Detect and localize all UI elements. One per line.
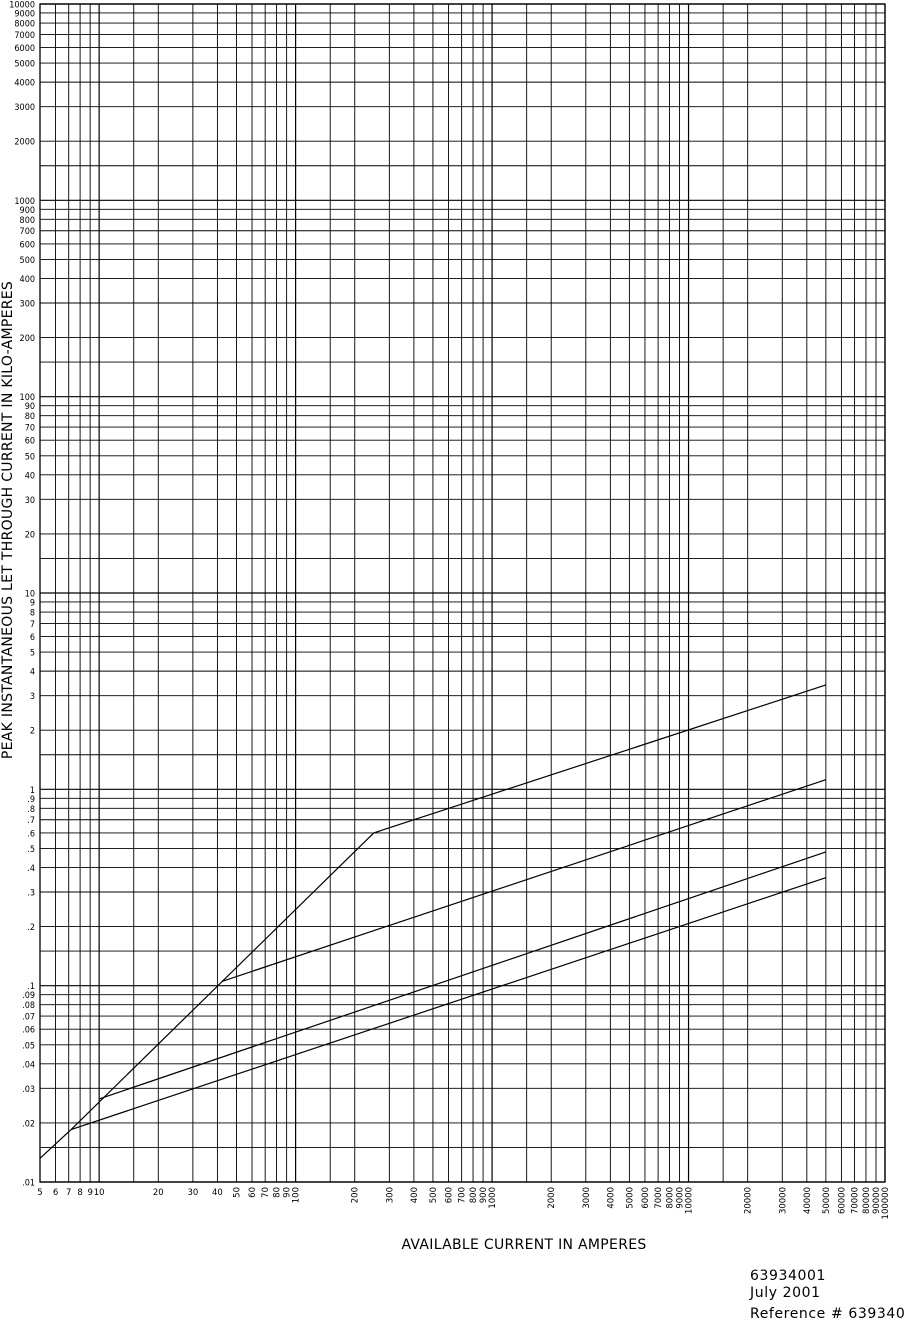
x-tick-label: 2000 (547, 1187, 558, 1209)
x-tick-label: 10 (93, 1188, 105, 1198)
y-tick-label: 9000 (14, 9, 35, 20)
x-tick-label: 60000 (837, 1187, 848, 1215)
x-tick-label: 50000 (821, 1187, 832, 1215)
y-tick-label: 70 (24, 423, 35, 434)
x-tick-label: 800 (469, 1187, 480, 1204)
x-tick-label: 30000 (778, 1187, 789, 1215)
x-tick-labels (37, 1187, 891, 1219)
y-tick-label: 5000 (14, 59, 35, 70)
y-tick-label: .3 (27, 888, 35, 899)
y-tick-label: .08 (22, 1001, 35, 1012)
y-tick-label: 100 (19, 393, 35, 404)
x-tick-label: 900 (479, 1187, 490, 1204)
y-tick-label: 3 (29, 692, 35, 703)
x-tick-label: 4000 (606, 1187, 617, 1209)
drawing-number: 63934001 (750, 1268, 827, 1284)
reference-number: Reference # 639340 (750, 1306, 906, 1322)
y-tick-label: 4000 (14, 78, 35, 89)
y-tick-label: 80 (24, 412, 35, 423)
x-tick-label: 400 (409, 1187, 420, 1204)
y-tick-label: .03 (22, 1084, 35, 1095)
y-tick-label: 20 (24, 530, 35, 541)
y-tick-label: 5 (29, 648, 35, 659)
y-tick-label: 700 (19, 227, 35, 238)
x-tick-label: 8 (77, 1188, 83, 1198)
x-tick-label: 50 (232, 1187, 243, 1198)
y-tick-label: 30 (24, 495, 35, 506)
x-tick-label: 30 (187, 1188, 199, 1198)
x-tick-label: 6 (52, 1188, 59, 1198)
y-tick-label: .9 (27, 794, 35, 805)
x-tick-label: 90 (282, 1187, 293, 1198)
x-tick-label: 9 (87, 1188, 93, 1198)
x-tick-label: 10000 (684, 1187, 695, 1215)
y-tick-label: 200 (19, 334, 35, 345)
x-tick-label: 3000 (581, 1187, 592, 1209)
y-tick-label: .5 (27, 844, 35, 855)
y-tick-label: 400 (19, 274, 35, 285)
x-tick-label: 1000 (488, 1187, 499, 1209)
y-tick-label: 3000 (14, 103, 35, 114)
y-tick-label: .02 (22, 1119, 35, 1130)
let-through-curve-3 (99, 852, 826, 1099)
y-tick-label: 1 (29, 785, 35, 796)
y-tick-label: 10000 (9, 0, 35, 11)
y-tick-label: 60 (24, 436, 35, 447)
y-tick-label: 600 (19, 240, 35, 251)
y-axis-label: PEAK INSTANTANEOUS LET THROUGH CURRENT IN KILO-AMPERES (0, 280, 16, 760)
x-tick-label: 20 (152, 1188, 164, 1198)
y-tick-label: .2 (27, 923, 35, 934)
y-tick-label: 500 (19, 255, 35, 266)
y-tick-label: .04 (22, 1060, 35, 1071)
x-tick-label: 700 (457, 1187, 468, 1204)
x-tick-label: 90000 (872, 1187, 883, 1215)
x-tick-label: 40 (212, 1188, 223, 1198)
x-tick-label: 600 (444, 1187, 455, 1204)
x-tick-label: 9000 (675, 1187, 686, 1209)
y-tick-label: .1 (27, 982, 35, 993)
y-tick-label: 10 (24, 589, 35, 600)
y-tick-label: 7000 (14, 30, 35, 41)
x-tick-label: 80 (272, 1187, 283, 1198)
y-tick-label: 800 (19, 215, 35, 226)
y-tick-label: 8000 (14, 19, 35, 30)
x-tick-label: 20000 (743, 1187, 754, 1215)
y-tick-label: 2 (29, 726, 35, 737)
y-tick-label: 50 (24, 452, 35, 463)
x-tick-label: 5 (37, 1188, 43, 1198)
x-tick-label: 300 (385, 1187, 396, 1204)
x-tick-label: 6000 (640, 1187, 651, 1209)
y-tick-label: 40 (24, 471, 35, 482)
x-tick-label: 80000 (861, 1187, 872, 1215)
x-tick-label: 70000 (850, 1187, 861, 1215)
y-tick-label: 6 (29, 633, 35, 644)
x-tick-label: 100000 (881, 1187, 891, 1220)
y-tick-label: .4 (27, 863, 35, 874)
y-tick-label: 8 (29, 608, 35, 619)
y-tick-label: 2000 (14, 137, 35, 148)
x-tick-label: 200 (350, 1187, 361, 1204)
y-tick-label: .8 (27, 804, 35, 815)
x-tick-label: 5000 (625, 1187, 636, 1209)
drawing-date: July 2001 (750, 1285, 821, 1301)
y-tick-label: 90 (24, 402, 35, 413)
y-tick-label: 1000 (14, 196, 35, 207)
x-axis-label: AVAILABLE CURRENT IN AMPERES (401, 1237, 647, 1253)
y-tick-label: .6 (27, 829, 35, 840)
x-tick-label: 100 (291, 1187, 302, 1204)
y-tick-label: 9 (29, 598, 35, 609)
y-tick-label: .07 (22, 1012, 35, 1023)
y-tick-label: .05 (22, 1041, 35, 1052)
y-tick-label: .06 (22, 1025, 35, 1036)
y-tick-label: 300 (19, 299, 35, 310)
x-tick-label: 7 (65, 1188, 72, 1198)
grid-major (40, 4, 885, 1182)
x-tick-label: 7000 (654, 1187, 665, 1209)
x-tick-label: 70 (261, 1187, 272, 1198)
y-tick-label: 6000 (14, 44, 35, 55)
y-tick-label: 900 (19, 205, 35, 216)
y-tick-label: .09 (22, 991, 35, 1002)
y-tick-label: 7 (29, 619, 35, 630)
x-tick-label: 8000 (665, 1187, 676, 1209)
x-tick-label: 500 (428, 1187, 439, 1204)
x-tick-label: 60 (248, 1187, 259, 1198)
y-tick-label: .7 (27, 816, 35, 827)
y-tick-label: .01 (22, 1178, 35, 1189)
y-tick-label: 4 (29, 667, 35, 678)
x-tick-label: 40000 (802, 1187, 813, 1215)
